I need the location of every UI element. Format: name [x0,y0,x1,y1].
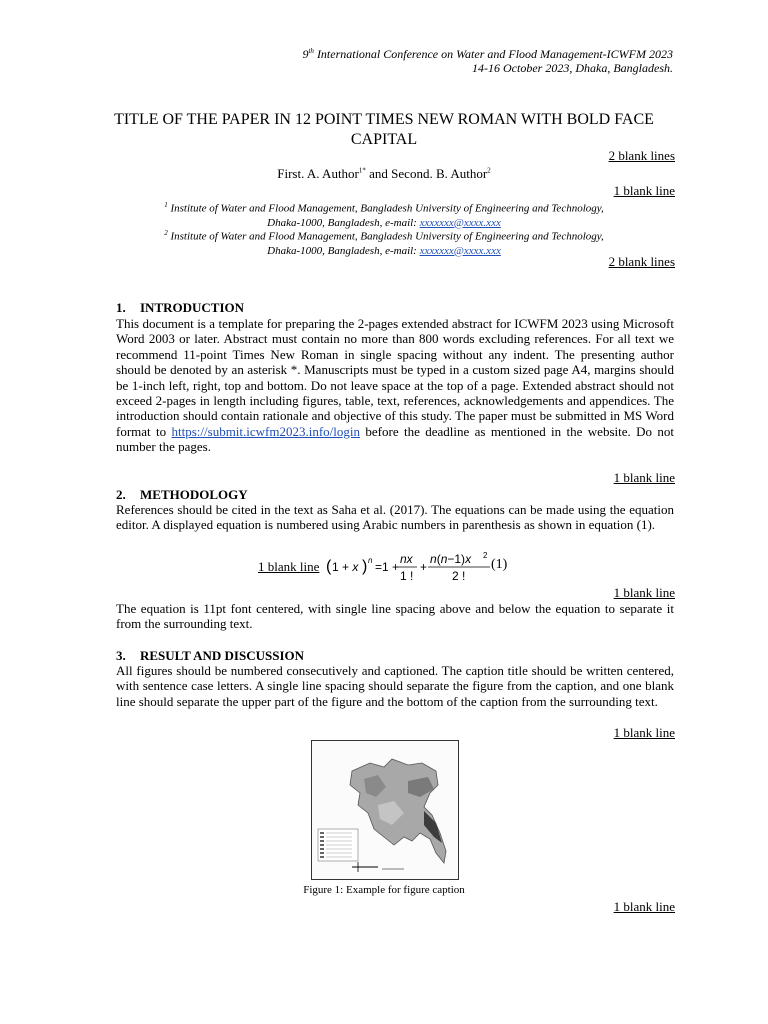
svg-text:=1 +: =1 + [375,560,400,574]
note-1-blank-line-intro: 1 blank line [613,470,675,485]
svg-text:n: n [368,556,373,565]
equation-number: (1) [491,557,508,572]
svg-text:(: ( [326,558,332,575]
note-1-blank-line-equation: 1 blank line [613,585,675,600]
note-1-blank-line-figure: 1 blank line [613,899,675,914]
svg-text:2: 2 [483,551,488,560]
email-link-1[interactable]: xxxxxxx@xxxx.xxx [419,216,501,229]
submission-link[interactable]: https://submit.icwfm2023.info/login [171,423,361,439]
section-heading-introduction: 1. INTRODUCTION [116,300,245,315]
author-2: Second. B. Author [391,166,488,181]
equation-blank-line-label: 1 blank line [258,559,320,574]
svg-text:n(n−1)x: n(n−1)x [430,552,472,566]
authors-line: First. A. Author$^{1*}$ and Second. B. Author$^2$ [277,166,491,181]
note-1-blank-line-authors: 1 blank line [613,183,675,198]
author-1-sup: 1* [358,166,366,175]
author-2-sup: 2 [487,166,491,175]
figure-1-caption: Figure 1: Example for figure caption [303,884,465,896]
note-1-blank-line-results: 1 blank line [613,725,675,740]
section-heading-methodology: 2. METHODOLOGY [116,487,248,502]
results-paragraph: All figures should be numbered consecutively and captioned. The caption title should be written centered, with sentence case letters. A single line spacing should separate the figure from the caption, and one blank line should separate the upper part of the figure and the bottom of the caption from the surrounding text. [116,663,674,709]
svg-text:): ) [362,558,368,575]
affiliation-2: $^2$ Institute of Water and Flood Management, Bangladesh University of Engineering and Technology, Dhaka-1000, Bangladesh, e-mail: xxxxxxx@xxxx.xxx [164,229,604,257]
svg-text:nx: nx [400,552,413,566]
svg-text:1 + x: 1 + x [332,560,359,574]
author-1: First. A. Author [277,166,359,181]
methodology-paragraph: References should be cited in the text as Saha et al. (2017). The equations can be made using the equation editor. A displayed equation is numbered using Arabic numbers in parenthesis as shown in equation (1). [116,502,674,533]
section-heading-results: 3. RESULT AND DISCUSSION [116,648,305,663]
introduction-paragraph: This document is a template for preparing the 2-pages extended abstract for ICWFM 2023 using Microsoft Word 2003 or later. Abstract must contain no more than 800 words excluding references. For all text we recommend 11-point Times New Roman in single spacing without any indent. The presenting author should be denoted by an asterisk *. Manuscripts must be typed in a custom sized page A4, margins should be 1-inch left, right, top and bottom. Do not leave space at the top of a page. Extended abstract should not exceed 2-pages in length including figures, table, text, references, acknowledgements and appendices. The introduction should contain rationale and objective of this study. The paper must be submitted in MS Word format to https://submit.icwfm2023.info/login before the deadline as mentioned in the website. Do not number the pages. [116,316,674,455]
conference-line-1: 9th International Conference on Water and Flood Management-ICWFM 2023 [302,47,673,61]
figure-1-map [311,740,459,880]
svg-text:1 !: 1 ! [400,569,414,583]
svg-text:+: + [420,560,428,574]
email-link-2[interactable]: xxxxxxx@xxxx.xxx [419,244,501,257]
paper-title: TITLE OF THE PAPER IN 12 POINT TIMES NEW ROMAN WITH BOLD FACE CAPITAL [114,111,654,148]
bangladesh-map-image [312,741,458,879]
equation-description-paragraph: The equation is 11pt font centered, with single line spacing above and below the equation to separate it from the surrounding text. [116,601,674,632]
note-2-blank-lines-top: 2 blank lines [608,148,675,163]
conference-line-2: 14-16 October 2023, Dhaka, Bangladesh. [472,61,673,75]
note-2-blank-lines-affil: 2 blank lines [608,254,675,269]
svg-text:2 !: 2 ! [452,569,466,583]
conference-header [302,44,673,75]
affiliation-1: $^1$ Institute of Water and Flood Management, Bangladesh University of Engineering and Technology, Dhaka-1000, Bangladesh, e-mail: xxxxxxx@xxxx.xxx [164,201,604,229]
